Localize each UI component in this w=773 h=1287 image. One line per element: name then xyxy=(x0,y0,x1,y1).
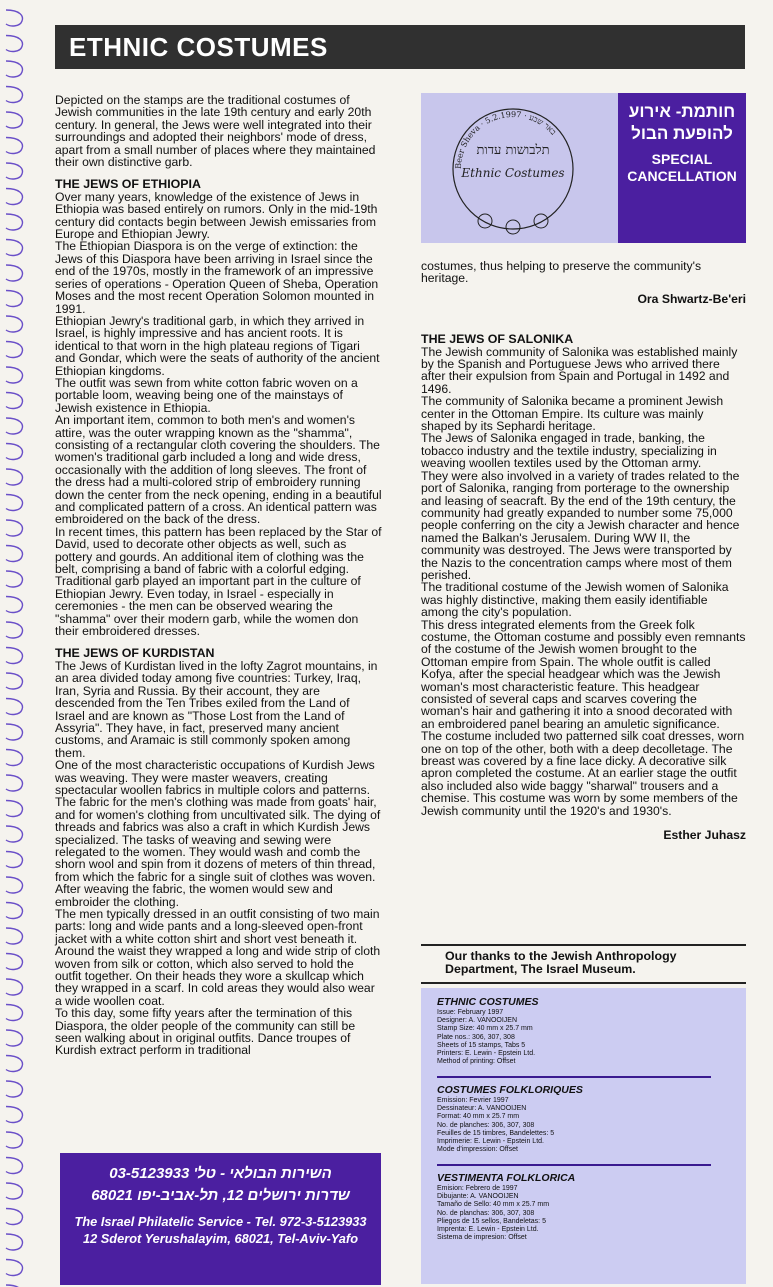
paragraph: The Jewish community of Salonika was established mainly by the Spanish and Portuguese Jews who arrived there after their expulsion from Spain and Portugal in 1492 and 1496. xyxy=(421,344,738,396)
spiral-binding xyxy=(0,0,30,1287)
service-hebrew-address: שדרות ירושלים 12, תל-אביב-יפו 68021 xyxy=(91,1187,350,1204)
divider xyxy=(437,1076,711,1078)
spiral-loop xyxy=(6,826,22,842)
spiral-loop xyxy=(6,61,22,77)
spiral-loop xyxy=(6,87,22,103)
stamp-specifications xyxy=(421,988,746,1284)
spiral-loop xyxy=(6,138,22,154)
spiral-loop xyxy=(6,495,22,511)
acknowledgement: Our thanks to the Jewish Anthropology Department, The Israel Museum. xyxy=(421,944,746,984)
spec-line: No. de planches: 306, 307, 308 xyxy=(437,1121,535,1129)
spec-title: COSTUMES FOLKLORIQUES xyxy=(437,1084,583,1096)
author-signature: Ora Shwartz-Be'eri xyxy=(637,291,746,306)
service-english-phone: The Israel Philatelic Service - Tel. 972-3-5123933 xyxy=(74,1214,367,1229)
spiral-loop xyxy=(6,1056,22,1072)
spiral-loop xyxy=(6,1234,22,1250)
right-column xyxy=(421,260,746,841)
spec-line: No. de planchas: 306, 307, 308 xyxy=(437,1209,535,1217)
spec-line: Designer: A. VANOOIJEN xyxy=(437,1017,518,1025)
spiral-loop xyxy=(6,673,22,689)
spiral-loop xyxy=(6,520,22,536)
left-column xyxy=(55,94,382,1057)
spec-line: Mode d'impression: Offset xyxy=(437,1146,518,1154)
kurdistan-heading: THE JEWS OF KURDISTAN xyxy=(55,646,215,661)
spec-line: Emission: Fevrier 1997 xyxy=(437,1097,509,1104)
cancellation-stamp xyxy=(443,99,583,239)
paragraph: The Jews of Kurdistan lived in the lofty Zagrot mountains, in an area divided today among five countries: Turkey, Iraq, Iran, Syria and Russia. By their account, they are descended from the Ten Tribes exiled from the Land of Israel and are known as "Those Lost from the Land of Assyria". They have, in fact, preserved many ancient customs, and Aramaic is still commonly spoken among them. xyxy=(55,658,378,760)
spiral-loop xyxy=(6,750,22,766)
spec-line: Plate nos.: 306, 307, 308 xyxy=(437,1033,515,1041)
spec-line: Sheets of 15 stamps, Tabs 5 xyxy=(437,1041,526,1049)
spiral-loop xyxy=(6,240,22,256)
spec-line: Imprenta: E. Lewin - Epstein Ltd. xyxy=(437,1226,539,1234)
cancellation-hebrew: חותמת- אירוע להופעת הבול xyxy=(628,102,736,143)
spec-line: Dessinateur: A. VANOOIJEN xyxy=(437,1105,527,1113)
paragraph: Over many years, knowledge of the existence of Jews in Ethiopia was based entirely on rumors. Only in the mid-19th century did contacts begin between Jewish emissaries from Europe and Ethiopian Jewry. xyxy=(55,189,378,242)
spec-title: VESTIMENTA FOLKLORICA xyxy=(437,1172,576,1184)
spiral-loop xyxy=(6,979,22,995)
ethiopia-text xyxy=(55,191,382,638)
paragraph: They were also involved in a variety of trades related to the port of Salonika, ranging from porterage to the ownership and leasing of seacraft. By the end of the 19th century, the community had greatly expanded to number some 75,000 people conferring on the city a Jewish character and hence named the Balkan's Jerusalem. During WW II, the community was destroyed. The Jews were transported by the Nazis to the concentration camps where most of them perished. xyxy=(421,468,740,582)
spiral-loop xyxy=(6,903,22,919)
cancellation-label-box xyxy=(618,93,746,243)
stamp-english-text: Ethnic Costumes xyxy=(461,166,565,180)
kurdistan-text xyxy=(55,660,382,1057)
paragraph: The outfit was sewn from white cotton fabric woven on a portable loom, weaving being one of the mainstays of Jewish existence in Ethiopia. xyxy=(55,375,358,415)
spiral-loop xyxy=(6,36,22,52)
spiral-loop xyxy=(6,597,22,613)
paragraph: In recent times, this pattern has been replaced by the Star of David, used to decorate other objects as well, such as pottery and gourds. An additional item of clothing was the belt, comprising a band of fabric with a colorful edging. xyxy=(55,524,382,577)
salonika-heading: THE JEWS OF SALONIKA xyxy=(421,332,574,347)
spiral-loop xyxy=(6,163,22,179)
spec-line: Imprimerie: E. Lewin - Epstein Ltd. xyxy=(437,1138,544,1146)
spiral-loop xyxy=(6,1183,22,1199)
spiral-loop xyxy=(6,877,22,893)
cancellation-panel xyxy=(421,93,746,243)
spiral-loop xyxy=(6,444,22,460)
spiral-loop xyxy=(6,1030,22,1046)
divider xyxy=(437,1164,711,1166)
spiral-loop xyxy=(6,724,22,740)
stamp-hebrew-text: תלבושות עדות xyxy=(476,143,550,158)
author-signature: Esther Juhasz xyxy=(663,828,746,843)
spec-line: Tamaño de Sello: 40 mm x 25.7 mm xyxy=(437,1201,550,1209)
spec-block-english xyxy=(437,996,737,1066)
spiral-loop xyxy=(6,954,22,970)
paragraph: The costume included two patterned silk coat dresses, worn one on top of the other, both with a deep decolletage. The breast was covered by a fine lace dicky. A decorative silk apron completed the costume. At an earlier stage the outfit also included also wide baggy "sharwal" trousers and a chemise. This costume was worn by some members of the Jewish community until the 1920's and 1930's. xyxy=(421,729,745,818)
spiral-loop xyxy=(6,571,22,587)
spec-line: Sistema de impresion: Offset xyxy=(437,1234,527,1242)
service-english-address: 12 Sderot Yerushalayim, 68021, Tel-Aviv-Yafo xyxy=(82,1231,359,1246)
spiral-loop xyxy=(6,342,22,358)
spiral-loop xyxy=(6,1081,22,1097)
paragraph: The men typically dressed in an outfit consisting of two main parts: long and wide pants and a long-sleeved open-front jacket with a white cotton shirt and short vest beneath it. Around the waist they wrapped a long and wide strip of cloth woven from silk or cotton, which also served to hold the outfit together. On their heads they wore a skullcap which they wrapped in a scarf. In cold areas they would also wear a wide woollen coat. xyxy=(55,907,381,1008)
spec-line: Stamp Size: 40 mm x 25.7 mm xyxy=(437,1025,533,1033)
spiral-loop xyxy=(6,1260,22,1276)
spec-line: Printers: E. Lewin - Epstein Ltd. xyxy=(437,1050,536,1058)
paragraph: One of the most characteristic occupations of Kurdish Jews was weaving. They were master weavers, creating spectacular woollen fabrics in multiple colors and patterns. The fabric for the men's clothing was made from goats' hair, and for women's clothing from uncultivated silk. The dying of threads and fabrics was also a craft in which Kurdish Jews specialized. The tasks of weaving and sewing were relegated to the women. They would wash and comb the shorn wool and spin from it dozens of meters of thin thread, from which the fabric for a single suit of clothes was woven. After weaving the fabric, the women would sew and embroider the clothing. xyxy=(55,758,381,909)
spiral-loop xyxy=(6,418,22,434)
paragraph: The Ethiopian Diaspora is on the verge of extinction: the Jews of this Diaspora have been arriving in Israel since the end of the 1970s, mostly in the framework of an impressive series of operations - Operation Queen of Sheba, Operation Moses and the most recent Operation Solomon mounted in 1991. xyxy=(55,239,379,316)
spiral-loop xyxy=(6,928,22,944)
spiral-loop xyxy=(6,1132,22,1148)
spec-line: Dibujante: A. VANOOIJEN xyxy=(437,1193,519,1201)
spiral-loop xyxy=(6,1107,22,1123)
spiral-loop xyxy=(6,1005,22,1021)
spiral-loop xyxy=(6,112,22,128)
philatelic-service-box xyxy=(60,1153,381,1285)
spiral-loop xyxy=(6,1209,22,1225)
continuation-text: costumes, thus helping to preserve the community's heritage. xyxy=(421,259,702,286)
page-title: ETHNIC COSTUMES xyxy=(55,25,745,69)
spec-line: Feuilles de 15 timbres, Bandelettes: 5 xyxy=(437,1129,555,1137)
spec-line: Issue: February 1997 xyxy=(437,1009,504,1016)
spiral-loop xyxy=(6,316,22,332)
spec-line: Emision: Febrero de 1997 xyxy=(437,1185,518,1192)
paragraph: Ethiopian Jewry's traditional garb, in which they arrived in Israel, is highly impressive and has ancient roots. It is identical to that worn in the high plateau regions of Tigari and Gondar, which were the seats of authority of the ancient Ethiopian kingdoms. xyxy=(55,313,380,378)
spiral-loop xyxy=(6,801,22,817)
spiral-loop xyxy=(6,648,22,664)
spec-line: Method of printing: Offset xyxy=(437,1058,516,1066)
spiral-loop xyxy=(6,291,22,307)
spiral-loop xyxy=(6,393,22,409)
spiral-loop xyxy=(6,367,22,383)
paragraph: The community of Salonika became a prominent Jewish center in the Ottoman Empire. Its culture was mainly shaped by its Sephardi heritage. xyxy=(421,394,724,434)
spec-block-french xyxy=(437,1084,737,1154)
cancellation-english: SPECIAL CANCELLATION xyxy=(627,151,737,184)
spiral-loop xyxy=(6,265,22,281)
paragraph: The traditional costume of the Jewish women of Salonika was highly distinctive, making them easily identifiable among the city's population. xyxy=(421,580,729,620)
spec-title: ETHNIC COSTUMES xyxy=(437,996,539,1008)
spiral-loop xyxy=(6,699,22,715)
spec-line: Pliegos de 15 sellos, Bandeletas: 5 xyxy=(437,1217,546,1225)
spec-block-spanish xyxy=(437,1172,737,1242)
paragraph: An important item, common to both men's and women's attire, was the outer wrapping known as the "shamma", consisting of a rectangular cloth covering the shoulders. The women's traditional garb included a long and wide dress, occasionally with the addition of long sleeves. The front of the dress had a multi-colored strip of embroidery running down the center from the neck opening, ending in a beautiful and complicated pattern of a cross. An identical pattern was embroidered on the back of the dress. xyxy=(55,413,382,527)
spiral-loop xyxy=(6,1158,22,1174)
spiral-loop xyxy=(6,622,22,638)
spiral-loop xyxy=(6,189,22,205)
paragraph: To this day, some fifty years after the termination of this Diaspora, the older people of the community can still be seen walking about in original outfits. Dance troupes of Kurdish extract perform in traditional xyxy=(55,1006,356,1058)
spiral-loop xyxy=(6,214,22,230)
intro-paragraph: Depicted on the stamps are the traditional costumes of Jewish communities in the late 19th century and early 20th century. In general, the Jews were well integrated into their surroundings and adopted their neighbors' mode of dress, apart from a small number of places where they maintained their own distinctive garb. xyxy=(55,93,376,170)
paragraph: This dress integrated elements from the Greek folk costume, the Ottoman costume and possibly even remnants of the costume of the Jewish women brought to the Ottoman empire from Spain. The whole outfit is called Kofya, after the special headgear which was the Jewish woman's most characteristic feature. This headgear consisted of several caps and scarves covering the woman's hair and gathering it into a snood decorated with an embroidered panel bearing an amuletic significance. xyxy=(421,617,746,731)
svg-text:Beer Sheva · באר שבע · 5.2.199 xyxy=(454,110,558,169)
spiral-loop xyxy=(6,852,22,868)
paragraph: Traditional garb played an important part in the culture of Ethiopian Jewry. Even today, in Israel - especially in ceremonies - the men can be observed wearing the "shamma" over their modern garb, while the women don their embroidered dresses. xyxy=(55,574,361,639)
service-hebrew-phone: השירות הבולאי - טל' 03-5123933 xyxy=(109,1165,332,1182)
spiral-loop xyxy=(6,546,22,562)
spiral-loop xyxy=(6,469,22,485)
spec-line: Format: 40 mm x 25.7 mm xyxy=(437,1113,520,1121)
ethiopia-heading: THE JEWS OF ETHIOPIA xyxy=(55,177,201,192)
spiral-loop xyxy=(6,10,22,26)
spiral-loop xyxy=(6,775,22,791)
paragraph: The Jews of Salonika engaged in trade, banking, the tobacco industry and the textile industry, specializing in weaving woollen textiles used by the Ottoman army. xyxy=(421,431,717,471)
stamp-ring-text: Beer Sheva · באר שבע · 5.2.1997 xyxy=(453,109,558,170)
salonika-text xyxy=(421,346,746,817)
